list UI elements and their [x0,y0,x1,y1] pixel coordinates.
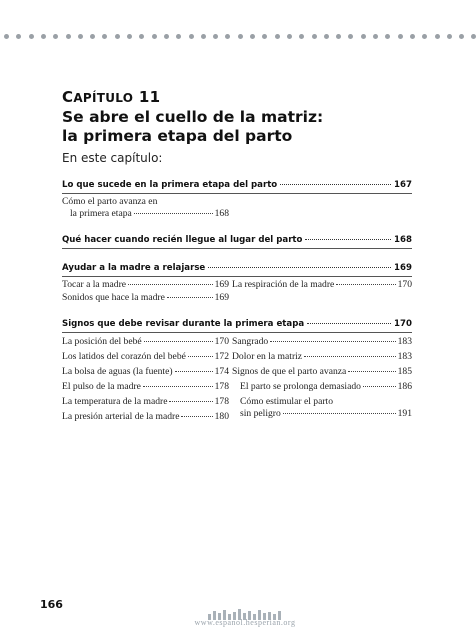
entry-text: Sonidos que hace la madre [62,292,165,303]
dot-leader [304,356,396,357]
entry-text: La temperatura de la madre [62,396,168,407]
border-dot [152,34,157,39]
border-dot [385,34,390,39]
toc-entry[interactable] [232,351,412,363]
entry-text-line: la primera etapa [70,208,132,219]
section-title: Ayudar a la madre a relajarse [62,263,206,273]
dot-leader [305,239,391,240]
dot-leader [167,297,213,298]
border-dot [447,34,452,39]
toc-entry[interactable] [62,292,229,304]
border-dot [262,34,267,39]
toc-section-heading[interactable] [62,319,412,329]
entry-text: La posición del bebé [62,336,142,347]
border-dot [16,34,21,39]
border-dot [361,34,366,39]
entry-page: 185 [397,366,412,377]
border-dot [139,34,144,39]
border-dot [348,34,353,39]
border-dot [4,34,9,39]
border-dot [287,34,292,39]
border-dot [66,34,71,39]
border-dot [225,34,230,39]
entry-page: 170 [214,336,229,347]
border-dot [250,34,255,39]
entry-page: 169 [214,292,229,303]
border-dot [422,34,427,39]
toc-entry[interactable] [62,396,229,408]
entry-page: 191 [397,408,412,419]
dot-leader [208,267,391,268]
border-dot [201,34,206,39]
dot-leader [169,401,212,402]
chapter-label [62,88,160,106]
section-page: 167 [394,180,412,190]
dot-leader [307,323,391,324]
toc-section-heading[interactable] [62,180,412,190]
border-dot [29,34,34,39]
dot-leader [144,341,213,342]
dot-leader [143,386,213,387]
toc-section-heading[interactable] [62,235,412,245]
section-page: 169 [394,263,412,273]
section-page: 168 [394,235,412,245]
border-dot [78,34,83,39]
border-dot [53,34,58,39]
border-dot [459,34,464,39]
border-dot [275,34,280,39]
section-rule [62,276,412,277]
toc-entry[interactable] [62,366,229,378]
chapter-title-line: la primera etapa del parto [62,127,293,145]
dot-leader [181,416,212,417]
entry-page: 178 [214,381,229,392]
border-dot [324,34,329,39]
border-dot [41,34,46,39]
section-title: Signos que debe revisar durante la primera etapa [62,319,305,329]
section-rule [62,332,412,333]
border-dot [127,34,132,39]
dot-leader [363,386,396,387]
toc-entry[interactable] [62,279,229,291]
dot-leader [128,284,213,285]
entry-text: Los latidos del corazón del bebé [62,351,186,362]
entry-page: 169 [214,279,229,290]
chapter-label-rest: APÍTULO [73,91,134,105]
toc-subentry[interactable] [240,396,412,420]
dot-leader [336,284,395,285]
border-dot [336,34,341,39]
section-title: Lo que sucede en la primera etapa del parto [62,180,278,190]
border-dot [115,34,120,39]
dot-leader [188,356,213,357]
entry-page: 172 [214,351,229,362]
border-dot [102,34,107,39]
entry-text: Signos de que el parto avanza [232,366,347,377]
chapter-title-line: Se abre el cuello de la matriz: [62,108,324,126]
entry-page: 178 [214,396,229,407]
dot-leader [270,341,395,342]
chapter-subtitle: En este capítulo: [62,151,163,165]
dot-leader [280,184,391,185]
toc-entry[interactable] [232,279,412,291]
entry-page: 180 [214,411,229,422]
border-dot [410,34,415,39]
dot-leader [175,371,213,372]
toc-section-heading[interactable] [62,263,412,273]
entry-text-line: Cómo el parto avanza en [62,196,158,207]
entry-text: La presión arterial de la madre [62,411,180,422]
entry-text: Sangrado [232,336,269,347]
section-rule [62,248,412,249]
border-dot [189,34,194,39]
entry-text: La respiración de la madre [232,279,335,290]
toc-entry[interactable] [62,196,229,220]
entry-text: El parto se prolonga demasiado [240,381,361,392]
entry-text: Dolor en la matriz [232,351,303,362]
toc-entry[interactable] [62,381,229,393]
border-dot [299,34,304,39]
entry-text-line: sin peligro [240,408,281,419]
border-dot [435,34,440,39]
border-dot [398,34,403,39]
border-dot [213,34,218,39]
dot-leader [348,371,395,372]
toc-entry[interactable] [62,351,229,363]
border-dot [176,34,181,39]
chapter-number: 11 [138,88,161,106]
border-dot [471,34,476,39]
toc-entry[interactable] [62,336,229,348]
entry-page: 174 [214,366,229,377]
entry-page: 183 [397,351,412,362]
entry-text-line: Cómo estimular el parto [240,396,333,407]
border-dot [312,34,317,39]
decorative-dot-border [0,34,476,40]
chapter-title [62,108,422,146]
footer-url[interactable]: www.espanol.hesperian.org [194,618,296,627]
border-dot [238,34,243,39]
entry-page: 170 [397,279,412,290]
toc-entry[interactable] [232,366,412,378]
toc-entry[interactable] [232,336,412,348]
entry-page: 183 [397,336,412,347]
border-dot [164,34,169,39]
section-rule [62,193,412,194]
entry-page: 168 [214,208,229,219]
page-number: 166 [40,598,63,611]
border-dot [90,34,95,39]
dot-leader [134,213,213,214]
section-page: 170 [394,319,412,329]
chapter-label-initial: C [62,88,74,106]
entry-text: La bolsa de aguas (la fuente) [62,366,173,377]
entry-text: Tocar a la madre [62,279,127,290]
border-dot [373,34,378,39]
entry-page: 186 [397,381,412,392]
toc-subentry[interactable] [240,381,412,393]
section-title: Qué hacer cuando recién llegue al lugar del parto [62,235,303,245]
dot-leader [283,413,396,414]
entry-text: El pulso de la madre [62,381,141,392]
toc-entry[interactable] [62,411,229,423]
